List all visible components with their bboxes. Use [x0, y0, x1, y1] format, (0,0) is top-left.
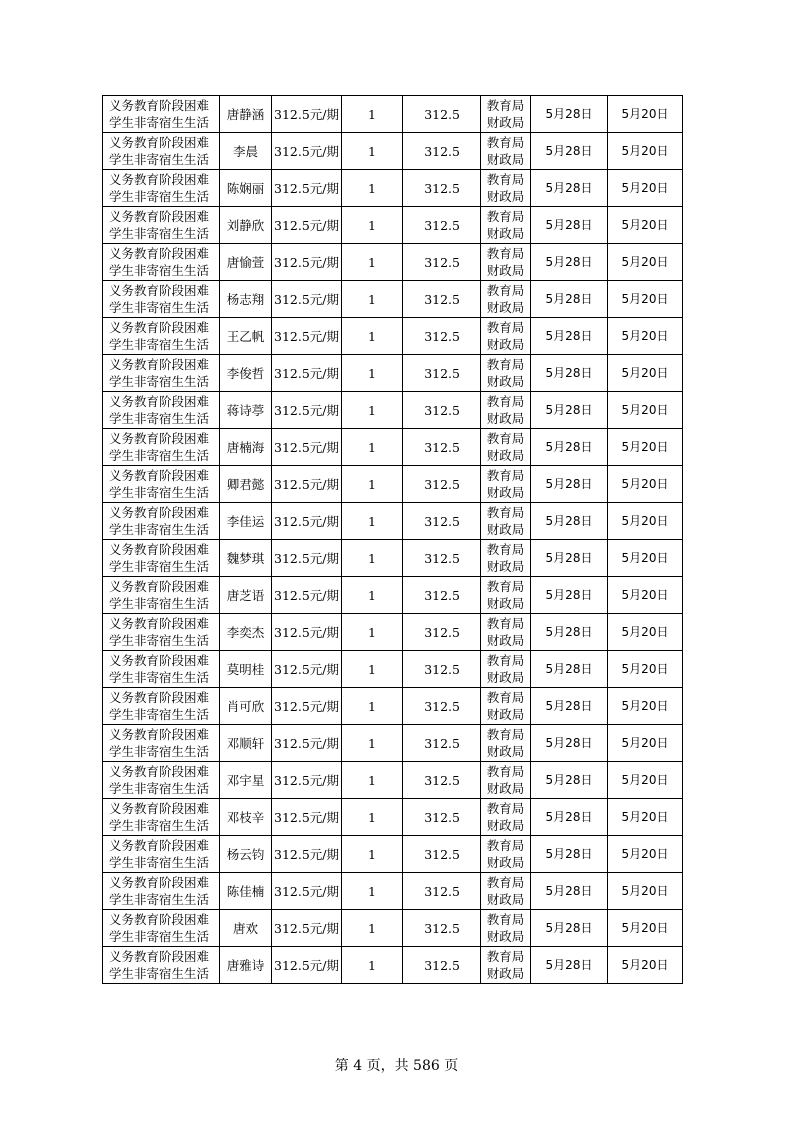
amount-cell: 312.5 — [403, 799, 481, 836]
date-cell: 5月20日 — [608, 429, 683, 466]
item-cell: 义务教育阶段困难学生非寄宿生生活 — [103, 836, 220, 873]
date-cell: 5月20日 — [608, 947, 683, 984]
date-cell: 5月20日 — [608, 318, 683, 355]
date-cell: 5月28日 — [531, 96, 608, 133]
department-cell: 教育局财政局 — [481, 429, 531, 466]
item-cell: 义务教育阶段困难学生非寄宿生生活 — [103, 318, 220, 355]
standard-cell: 312.5元/期 — [272, 96, 342, 133]
date-cell: 5月28日 — [531, 873, 608, 910]
name-cell: 唐楠海 — [220, 429, 272, 466]
item-cell: 义务教育阶段困难学生非寄宿生生活 — [103, 133, 220, 170]
amount-cell: 312.5 — [403, 910, 481, 947]
date-cell: 5月20日 — [608, 392, 683, 429]
date-cell: 5月28日 — [531, 577, 608, 614]
date-cell: 5月20日 — [608, 836, 683, 873]
name-cell: 刘静欣 — [220, 207, 272, 244]
department-cell: 教育局财政局 — [481, 281, 531, 318]
table-row — [103, 799, 683, 836]
date-cell: 5月20日 — [608, 873, 683, 910]
amount-cell: 312.5 — [403, 466, 481, 503]
department-cell: 教育局财政局 — [481, 910, 531, 947]
name-cell: 杨云钧 — [220, 836, 272, 873]
date-cell: 5月28日 — [531, 318, 608, 355]
table-row — [103, 170, 683, 207]
amount-cell: 312.5 — [403, 133, 481, 170]
item-cell: 义务教育阶段困难学生非寄宿生生活 — [103, 577, 220, 614]
standard-cell: 312.5元/期 — [272, 133, 342, 170]
date-cell: 5月20日 — [608, 688, 683, 725]
standard-cell: 312.5元/期 — [272, 170, 342, 207]
item-cell: 义务教育阶段困难学生非寄宿生生活 — [103, 207, 220, 244]
amount-cell: 312.5 — [403, 540, 481, 577]
table-row — [103, 614, 683, 651]
department-cell: 教育局财政局 — [481, 762, 531, 799]
item-cell: 义务教育阶段困难学生非寄宿生生活 — [103, 873, 220, 910]
date-cell: 5月28日 — [531, 799, 608, 836]
standard-cell: 312.5元/期 — [272, 614, 342, 651]
item-cell: 义务教育阶段困难学生非寄宿生生活 — [103, 725, 220, 762]
count-cell: 1 — [342, 281, 403, 318]
name-cell: 唐雅诗 — [220, 947, 272, 984]
department-cell: 教育局财政局 — [481, 947, 531, 984]
date-cell: 5月20日 — [608, 207, 683, 244]
count-cell: 1 — [342, 392, 403, 429]
count-cell: 1 — [342, 318, 403, 355]
standard-cell: 312.5元/期 — [272, 910, 342, 947]
count-cell: 1 — [342, 96, 403, 133]
date-cell: 5月28日 — [531, 762, 608, 799]
amount-cell: 312.5 — [403, 577, 481, 614]
table-row — [103, 651, 683, 688]
date-cell: 5月28日 — [531, 244, 608, 281]
standard-cell: 312.5元/期 — [272, 207, 342, 244]
amount-cell: 312.5 — [403, 651, 481, 688]
date-cell: 5月28日 — [531, 688, 608, 725]
count-cell: 1 — [342, 910, 403, 947]
date-cell: 5月20日 — [608, 96, 683, 133]
table-row — [103, 947, 683, 984]
date-cell: 5月20日 — [608, 614, 683, 651]
date-cell: 5月20日 — [608, 762, 683, 799]
department-cell: 教育局财政局 — [481, 355, 531, 392]
date-cell: 5月20日 — [608, 910, 683, 947]
name-cell: 蒋诗葶 — [220, 392, 272, 429]
amount-cell: 312.5 — [403, 836, 481, 873]
standard-cell: 312.5元/期 — [272, 503, 342, 540]
department-cell: 教育局财政局 — [481, 799, 531, 836]
name-cell: 王乙帆 — [220, 318, 272, 355]
subsidy-table — [102, 95, 683, 984]
name-cell: 杨志翔 — [220, 281, 272, 318]
page-footer: 第 4 页，共 586 页 — [334, 1058, 459, 1074]
amount-cell: 312.5 — [403, 244, 481, 281]
date-cell: 5月28日 — [531, 466, 608, 503]
name-cell: 肖可欣 — [220, 688, 272, 725]
name-cell: 陈娴丽 — [220, 170, 272, 207]
item-cell: 义务教育阶段困难学生非寄宿生生活 — [103, 244, 220, 281]
name-cell: 唐芝语 — [220, 577, 272, 614]
amount-cell: 312.5 — [403, 207, 481, 244]
count-cell: 1 — [342, 762, 403, 799]
item-cell: 义务教育阶段困难学生非寄宿生生活 — [103, 466, 220, 503]
date-cell: 5月28日 — [531, 355, 608, 392]
amount-cell: 312.5 — [403, 762, 481, 799]
department-cell: 教育局财政局 — [481, 688, 531, 725]
amount-cell: 312.5 — [403, 503, 481, 540]
table-row — [103, 873, 683, 910]
department-cell: 教育局财政局 — [481, 577, 531, 614]
standard-cell: 312.5元/期 — [272, 540, 342, 577]
name-cell: 李奕杰 — [220, 614, 272, 651]
date-cell: 5月28日 — [531, 910, 608, 947]
date-cell: 5月28日 — [531, 392, 608, 429]
table-row — [103, 577, 683, 614]
date-cell: 5月28日 — [531, 651, 608, 688]
name-cell: 唐愉萱 — [220, 244, 272, 281]
department-cell: 教育局财政局 — [481, 873, 531, 910]
table-row — [103, 910, 683, 947]
date-cell: 5月20日 — [608, 725, 683, 762]
department-cell: 教育局财政局 — [481, 133, 531, 170]
department-cell: 教育局财政局 — [481, 96, 531, 133]
table-row — [103, 318, 683, 355]
table-row — [103, 429, 683, 466]
date-cell: 5月20日 — [608, 540, 683, 577]
name-cell: 邓枝辛 — [220, 799, 272, 836]
department-cell: 教育局财政局 — [481, 725, 531, 762]
count-cell: 1 — [342, 244, 403, 281]
amount-cell: 312.5 — [403, 355, 481, 392]
date-cell: 5月20日 — [608, 170, 683, 207]
date-cell: 5月28日 — [531, 947, 608, 984]
name-cell: 李俊哲 — [220, 355, 272, 392]
count-cell: 1 — [342, 577, 403, 614]
count-cell: 1 — [342, 170, 403, 207]
name-cell: 魏梦琪 — [220, 540, 272, 577]
table-row — [103, 392, 683, 429]
item-cell: 义务教育阶段困难学生非寄宿生生活 — [103, 503, 220, 540]
table-row — [103, 133, 683, 170]
date-cell: 5月20日 — [608, 577, 683, 614]
standard-cell: 312.5元/期 — [272, 355, 342, 392]
name-cell: 唐静涵 — [220, 96, 272, 133]
table-row — [103, 688, 683, 725]
standard-cell: 312.5元/期 — [272, 244, 342, 281]
amount-cell: 312.5 — [403, 281, 481, 318]
department-cell: 教育局财政局 — [481, 170, 531, 207]
table-row — [103, 503, 683, 540]
department-cell: 教育局财政局 — [481, 466, 531, 503]
count-cell: 1 — [342, 651, 403, 688]
department-cell: 教育局财政局 — [481, 318, 531, 355]
date-cell: 5月28日 — [531, 725, 608, 762]
count-cell: 1 — [342, 836, 403, 873]
count-cell: 1 — [342, 503, 403, 540]
amount-cell: 312.5 — [403, 725, 481, 762]
date-cell: 5月28日 — [531, 429, 608, 466]
count-cell: 1 — [342, 725, 403, 762]
standard-cell: 312.5元/期 — [272, 651, 342, 688]
date-cell: 5月20日 — [608, 244, 683, 281]
department-cell: 教育局财政局 — [481, 836, 531, 873]
count-cell: 1 — [342, 873, 403, 910]
count-cell: 1 — [342, 540, 403, 577]
table-row — [103, 540, 683, 577]
amount-cell: 312.5 — [403, 429, 481, 466]
date-cell: 5月20日 — [608, 281, 683, 318]
date-cell: 5月20日 — [608, 466, 683, 503]
amount-cell: 312.5 — [403, 318, 481, 355]
count-cell: 1 — [342, 947, 403, 984]
date-cell: 5月28日 — [531, 133, 608, 170]
count-cell: 1 — [342, 466, 403, 503]
standard-cell: 312.5元/期 — [272, 725, 342, 762]
count-cell: 1 — [342, 688, 403, 725]
name-cell: 唐欢 — [220, 910, 272, 947]
department-cell: 教育局财政局 — [481, 614, 531, 651]
table-row — [103, 355, 683, 392]
date-cell: 5月20日 — [608, 651, 683, 688]
item-cell: 义务教育阶段困难学生非寄宿生生活 — [103, 540, 220, 577]
standard-cell: 312.5元/期 — [272, 392, 342, 429]
item-cell: 义务教育阶段困难学生非寄宿生生活 — [103, 799, 220, 836]
standard-cell: 312.5元/期 — [272, 873, 342, 910]
date-cell: 5月28日 — [531, 503, 608, 540]
item-cell: 义务教育阶段困难学生非寄宿生生活 — [103, 355, 220, 392]
count-cell: 1 — [342, 133, 403, 170]
amount-cell: 312.5 — [403, 873, 481, 910]
date-cell: 5月20日 — [608, 503, 683, 540]
table-row — [103, 836, 683, 873]
date-cell: 5月28日 — [531, 836, 608, 873]
item-cell: 义务教育阶段困难学生非寄宿生生活 — [103, 614, 220, 651]
amount-cell: 312.5 — [403, 614, 481, 651]
standard-cell: 312.5元/期 — [272, 836, 342, 873]
count-cell: 1 — [342, 429, 403, 466]
amount-cell: 312.5 — [403, 947, 481, 984]
name-cell: 陈佳楠 — [220, 873, 272, 910]
count-cell: 1 — [342, 207, 403, 244]
date-cell: 5月28日 — [531, 540, 608, 577]
department-cell: 教育局财政局 — [481, 651, 531, 688]
standard-cell: 312.5元/期 — [272, 762, 342, 799]
department-cell: 教育局财政局 — [481, 503, 531, 540]
item-cell: 义务教育阶段困难学生非寄宿生生活 — [103, 910, 220, 947]
item-cell: 义务教育阶段困难学生非寄宿生生活 — [103, 651, 220, 688]
department-cell: 教育局财政局 — [481, 207, 531, 244]
name-cell: 邓顺轩 — [220, 725, 272, 762]
item-cell: 义务教育阶段困难学生非寄宿生生活 — [103, 947, 220, 984]
standard-cell: 312.5元/期 — [272, 947, 342, 984]
count-cell: 1 — [342, 355, 403, 392]
name-cell: 邓宇星 — [220, 762, 272, 799]
date-cell: 5月20日 — [608, 799, 683, 836]
date-cell: 5月20日 — [608, 355, 683, 392]
count-cell: 1 — [342, 614, 403, 651]
table-row — [103, 96, 683, 133]
table-row — [103, 281, 683, 318]
standard-cell: 312.5元/期 — [272, 466, 342, 503]
department-cell: 教育局财政局 — [481, 244, 531, 281]
date-cell: 5月28日 — [531, 281, 608, 318]
amount-cell: 312.5 — [403, 170, 481, 207]
name-cell: 李晨 — [220, 133, 272, 170]
date-cell: 5月20日 — [608, 133, 683, 170]
item-cell: 义务教育阶段困难学生非寄宿生生活 — [103, 96, 220, 133]
standard-cell: 312.5元/期 — [272, 799, 342, 836]
date-cell: 5月28日 — [531, 207, 608, 244]
date-cell: 5月28日 — [531, 170, 608, 207]
standard-cell: 312.5元/期 — [272, 429, 342, 466]
item-cell: 义务教育阶段困难学生非寄宿生生活 — [103, 281, 220, 318]
standard-cell: 312.5元/期 — [272, 688, 342, 725]
standard-cell: 312.5元/期 — [272, 577, 342, 614]
count-cell: 1 — [342, 799, 403, 836]
item-cell: 义务教育阶段困难学生非寄宿生生活 — [103, 170, 220, 207]
table-row — [103, 244, 683, 281]
standard-cell: 312.5元/期 — [272, 318, 342, 355]
date-cell: 5月28日 — [531, 614, 608, 651]
item-cell: 义务教育阶段困难学生非寄宿生生活 — [103, 762, 220, 799]
amount-cell: 312.5 — [403, 392, 481, 429]
amount-cell: 312.5 — [403, 96, 481, 133]
name-cell: 李佳运 — [220, 503, 272, 540]
amount-cell: 312.5 — [403, 688, 481, 725]
name-cell: 莫明桂 — [220, 651, 272, 688]
department-cell: 教育局财政局 — [481, 540, 531, 577]
item-cell: 义务教育阶段困难学生非寄宿生生活 — [103, 392, 220, 429]
table-row — [103, 466, 683, 503]
table-row — [103, 762, 683, 799]
table-body — [103, 96, 683, 984]
item-cell: 义务教育阶段困难学生非寄宿生生活 — [103, 429, 220, 466]
standard-cell: 312.5元/期 — [272, 281, 342, 318]
name-cell: 卿君懿 — [220, 466, 272, 503]
item-cell: 义务教育阶段困难学生非寄宿生生活 — [103, 688, 220, 725]
department-cell: 教育局财政局 — [481, 392, 531, 429]
table-row — [103, 207, 683, 244]
table-row — [103, 725, 683, 762]
